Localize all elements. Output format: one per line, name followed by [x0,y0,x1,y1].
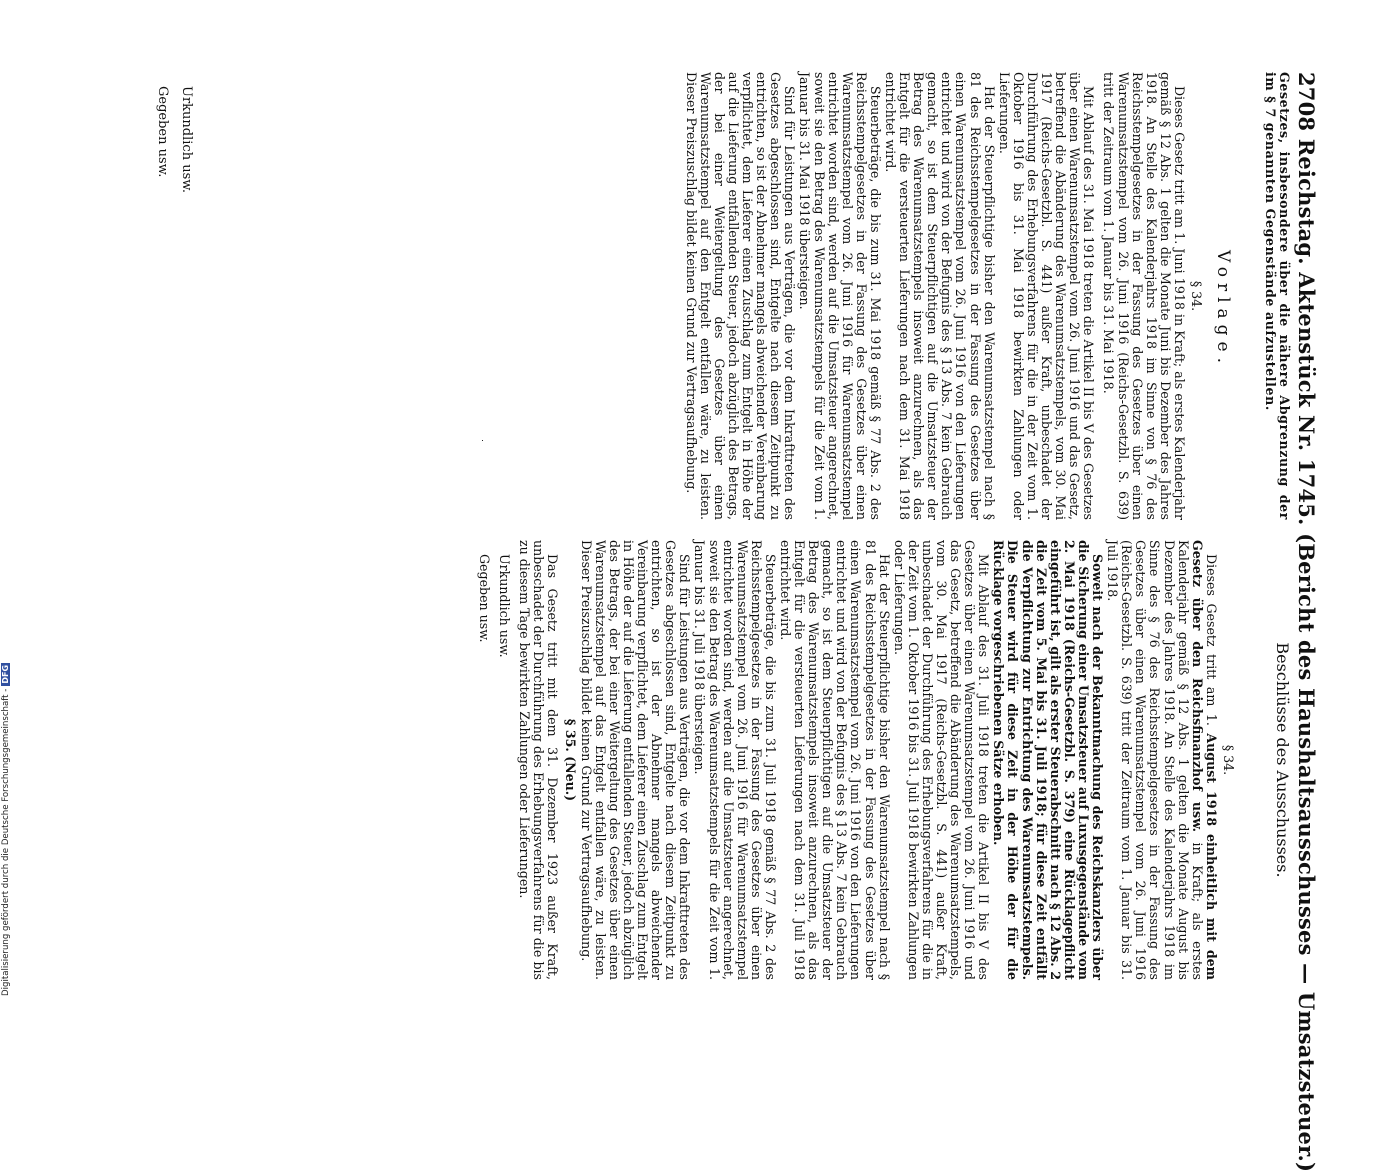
left-signature-line: Gegeben usw. [154,86,170,178]
right-column-title: Beschlüsse des Ausschusses. [1273,642,1292,878]
right-paragraph [1105,540,1218,980]
left-paragraph: Sind für Leistungen aus Verträgen, die vor dem Inkrafttreten des Gesetzes abgeschlossen sind, Entgelte nach diesem Zeitpunkt zu entrichten, so ist der Abnehmer mangels abweichender Vereinbarung verpflichtet, dem Lieferer einen Zuschlag zum Entgelt in Höhe der auf die Lieferung entfallenden Steuer, jedoch abzüglich des Betrags, der bei einer Weitergeltung des Gesetzes über einen Warenumsatzstempel auf den Entgelt entfallen wäre, zu leisten. Dieser Preiszuschlag bildet keinen Grund zur Vertragsaufhebung. [683,72,798,520]
right-paragraph: Steuerbeträge, die bis zum 31. Juli 1918 gemäß § 77 Abs. 2 des Reichsstempelgesetzes in der Fassung des Gesetzes über einen Warenumsatzstempel vom 26. Juni 1916 für Warenumsatzstempel entrichtet worden sind, werden auf die Umsatzsteuer angerechnet, soweit sie den Betrag des Warenumsatzstempels für die Zeit vom 1. Januar bis 31. Juli 1918 übersteigen. [692,540,778,980]
right-section-34: § 34. [1220,744,1236,776]
right-signature-line: Gegeben usw. [477,554,493,643]
left-intro: Gesetzes, insbesondere über die nähere Abgrenzung der im § 7 genannten Gegenstände aufzustellen. [1262,72,1292,520]
left-paragraph: Steuerbeträge, die bis zum 31. Mai 1918 gemäß § 77 Abs. 2 des Reichsstempelgesetzes in der Fassung des Gesetzes über einen Warenumsatzstempel vom 26. Juni 1916 für Warenumsatzstempel entrichtet worden sind, werden auf die Umsatzsteuer angerechnet, soweit sie den Betrag des Warenumsatzstempels für die Zeit vom 1. Januar bis 31. Mai 1918 übersteigen. [797,72,883,520]
left-paragraph: Dieses Gesetz tritt am 1. Juni 1918 in Kraft; als erstes Kalenderjahr gemäß § 12 Abs. 1 gelten die Monate Juni bis Dezember des Jahres 1918. An Stelle des Kalenderjahrs 1918 im Sinne von § 76 des Reichsstempelgesetzes in der Fassung des Gesetzes über einen Warenumsatzstempel vom 26. Juni 1916 (Reichs-Gesetzbl. S. 639) tritt der Zeitraum vom 1. Januar bis 31. Mai 1918. [1101,72,1187,520]
left-signature-line: Urkundlich usw. [179,86,194,193]
digitization-footer [1,576,13,996]
left-column-title: Vorlage. [1213,250,1233,369]
right-paragraph: Mit Ablauf des 31. Juli 1918 treten die Artikel II bis V des Gesetzes über einen Warenumsatzstempel vom 26. Juni 1916 und das Gesetz, betreffend die Abänderung des Warenumsatzstempels, vom 30. Mai 1917 (Reichs-Gesetzbl. S. 441) außer Kraft, unbeschadet der Durchführung des Erhebungsverfahrens für die in der Zeit vom 1. Oktober 1916 bis 31. Juli 1918 bewirkten Zahlungen oder Lieferungen. [891,540,992,980]
right-column [476,540,1293,980]
footer-text: Digitalisierung gefördert durch die Deutsche Forschungsgemeinschaft - [1,688,11,996]
left-column [1262,72,1291,520]
left-body [683,72,1205,520]
right-paragraph: Sind für Leistungen aus Verträgen, die vor dem Inkrafttreten des Gesetzes abgeschlossen sind, Entgelte nach diesem Zeitpunkt zu entrichten, so ist der Abnehmer mangels abweichender Vereinbarung verpflichtet, dem Lieferer einen Zuschlag zum Entgelt in Höhe der auf die Lieferung entfallenden Steuer, jedoch abzüglich des Betrags, der bei einer Weitergeltung des Gesetzes über einen Warenumsatzstempel auf das Entgelt entfallen wäre, zu leisten. Dieser Preiszuschlag bildet keinen Grund zur Vertragsaufhebung. [578,540,693,980]
left-section-34: § 34. [1189,280,1204,312]
right-text-bold: August 1918 einheitlich mit dem Gesetz über den Reichsfinanzhof usw. [1189,540,1219,981]
left-paragraph: Hat der Steuerpflichtige bisher den Warenumsatzstempel nach § 81 des Reichsstempelgesetzes in der Fassung des Gesetzes über einen Warenumsatzstempel vom 26. Juni 1916 von den Lieferungen entrichtet und wird von der Befugnis des § 13 Abs. 7 kein Gebrauch gemacht, so ist dem Steuerpflichtigen auf die Umsatzsteuer der Betrag des Warenumsatzstempels insoweit anzurechnen, als das Entgelt für die versteuerten Lieferungen nach dem 31. Mai 1918 entrichtet wird. [883,72,997,520]
right-paragraph: Das Gesetz tritt mit dem 31. Dezember 1923 außer Kraft, unbeschadet der Durchführung des Erhebungsverfahrens für die bis zu diesem Tage bewirkten Zahlungen oder Lieferungen. [517,540,561,980]
right-text: in Kraft; als erstes Kalenderjahr gemäß § 12 Abs. 1 gelten die Monate August bis Dezember des Jahres 1918. An Stelle des Kalenderjahrs 1918 im Sinne des § 76 des Reichsstempelgesetzes in der Fassung des Gesetzes über einen Warenumsatzstempel vom 26. Juni 1916 (Reichs-Gesetzbl. S. 639) tritt der Zeitraum vom 1. Januar bis 31. Juli 1918. [1105,540,1205,980]
dfg-logo: DFG [1,664,10,684]
right-paragraph-bold: Soweit nach der Bekanntmachung des Reichskanzlers über die Sicherung einer Umsatzsteuer auf Luxusgegenstände vom 2. Mai 1918 (Reichs-Gesetzbl. S. 379) eine Rücklagepflicht eingeführt ist, gilt als erster Steuerabschnitt nach § 12 Abs. 2 die Zeit vom 5. Mai bis 31. Juli 1918; für diese Zeit entfällt die Verpflichtung zur Entrichtung des Warenumsatzstempels. Die Steuer wird für diese Zeit in der Höhe der für die Rücklage vorgeschriebenen Sätze erhoben. [991,540,1106,980]
page-header: 2708 Reichstag. Aktenstück Nr. 1745. (Bericht des Haushaltsausschusses — Umsatzsteuer.) [1294,72,1319,1172]
left-signature [154,72,193,520]
right-text: Dieses Gesetz tritt am 1. [1203,554,1219,734]
left-paragraph: Mit Ablauf des 31. Mai 1918 treten die Artikel II bis V des Gesetzes über einen Warenumsatzstempel vom 26. Juni 1916 und das Gesetz, betreffend die Abänderung des Warenumsatzstempels, vom 30. Mai 1917 (Reichs-Gesetzbl. S. 441) außer Kraft, unbeschadet der Durchführung des Erhebungsverfahrens für die in der Zeit vom 1. Oktober 1916 bis 31. Mai 1918 bewirkten Zahlungen oder Lieferungen. [996,72,1097,520]
divider [482,440,483,441]
right-paragraph: Hat der Steuerpflichtige bisher den Warenumsatzstempel nach § 81 des Reichsstempelgesetzes in der Fassung des Gesetzes über einen Warenumsatzstempel vom 26. Juni 1916 von den Lieferungen entrichtet und wird von der Befugnis des § 13 Abs. 7 kein Gebrauch gemacht, so ist dem Steuerpflichtigen auf die Umsatzsteuer der Betrag des Warenumsatzstempels insoweit anzurechnen, als das Entgelt für die versteuerten Lieferungen nach dem 31. Juli 1918 entrichtet wird. [778,540,892,980]
right-section-35: § 35. (Neu.) [562,718,578,802]
right-signature-line: Urkundlich usw. [497,554,513,658]
